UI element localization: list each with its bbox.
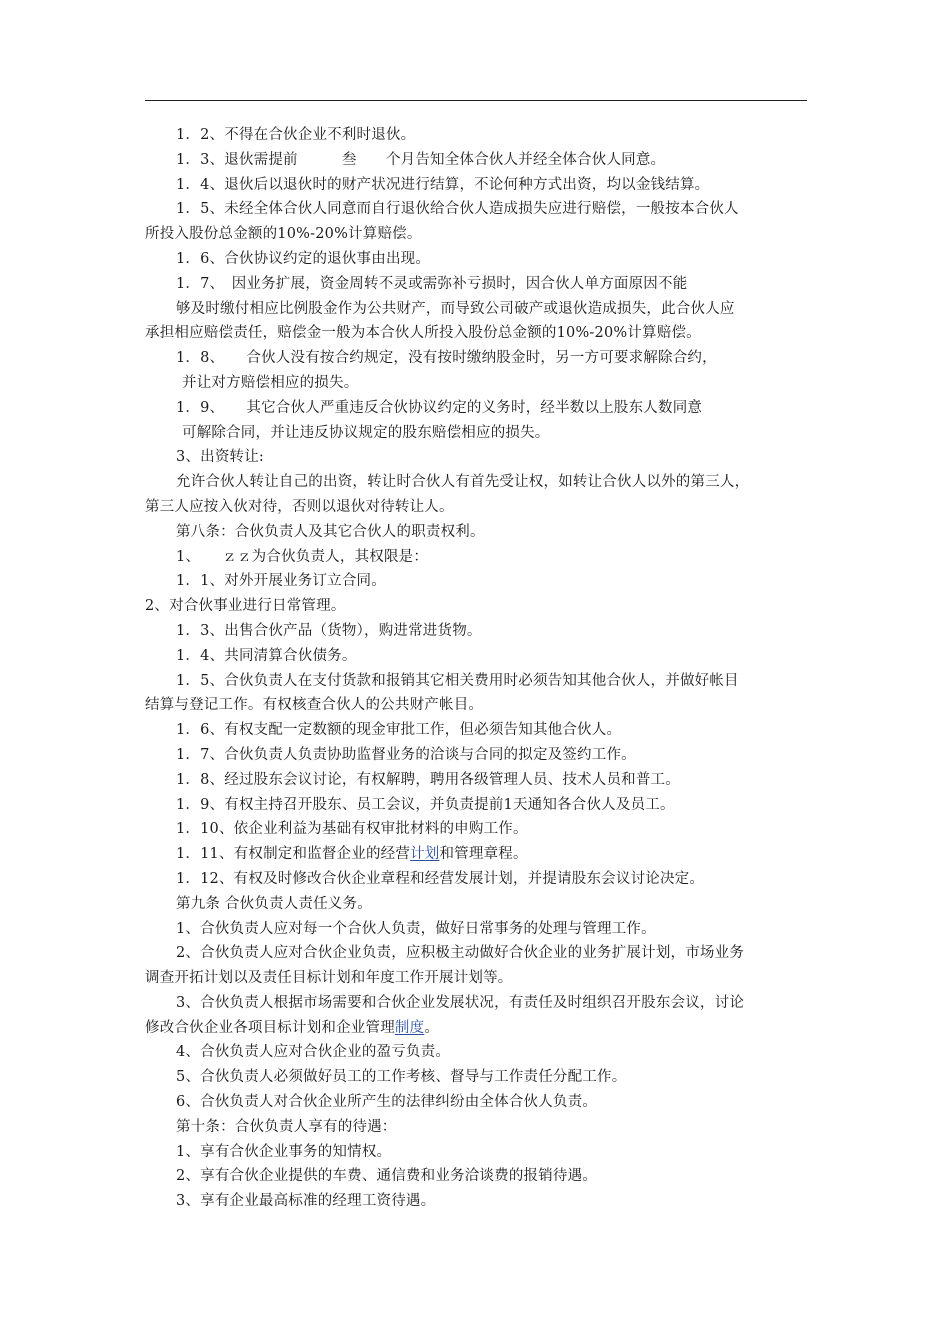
text-line: 1．8、 合伙人没有按合约规定，没有按时缴纳股金时，另一方可要求解除合约， bbox=[176, 350, 717, 367]
text-line: 第八条：合伙负责人及其它合伙人的职责权利。 bbox=[176, 523, 485, 540]
text-segment: 修改合伙企业各项目标计划和企业管理 bbox=[145, 1019, 395, 1036]
text-line: 1．5、合伙负责人在支付货款和报销其它相关费用时必须告知其他合伙人，并做好帐目 bbox=[176, 672, 739, 689]
text-line: 2、享有合伙企业提供的车费、通信费和业务洽谈费的报销待遇。 bbox=[176, 1168, 598, 1185]
text-line: 1．3、退伙需提前 叁 个月告知全体合伙人并经全体合伙人同意。 bbox=[176, 151, 666, 168]
text-line: 1．7、合伙负责人负责协助监督业务的洽谈与合同的拟定及签约工作。 bbox=[176, 746, 636, 763]
text-line: 1．4、共同清算合伙债务。 bbox=[176, 647, 357, 664]
text-line: 允许合伙人转让自己的出资，转让时合伙人有首先受让权，如转让合伙人以外的第三人， bbox=[176, 474, 750, 491]
text-line: 6、合伙负责人对合伙企业所产生的法律纠纷由全体合伙人负责。 bbox=[176, 1094, 598, 1111]
text-line: 第三人应按入伙对待，否则以退伙对待转让人。 bbox=[145, 498, 454, 515]
text-line: 2、合伙负责人应对合伙企业负责，应积极主动做好合伙企业的业务扩展计划，市场业务 bbox=[176, 945, 745, 962]
document-body bbox=[145, 123, 815, 1214]
text-line: 1、合伙负责人应对每一个合伙人负责，做好日常事务的处理与管理工作。 bbox=[176, 920, 656, 937]
text-line: 1．9、 其它合伙人严重违反合伙协议约定的义务时，经半数以上股东人数同意 bbox=[176, 399, 703, 416]
text-segment: 和管理章程。 bbox=[439, 846, 528, 863]
text-line: 2、对合伙事业进行日常管理。 bbox=[145, 598, 346, 615]
text-line: 1．2、不得在合伙企业不利时退伙。 bbox=[176, 127, 416, 143]
text-segment: 1．11、有权制定和监督企业的经营 bbox=[176, 846, 411, 863]
text-line: 1、享有合伙企业事务的知情权。 bbox=[176, 1143, 392, 1160]
text-line: 1．7、 因业务扩展，资金周转不灵或需弥补亏损时，因合伙人单方面原因不能 bbox=[176, 275, 688, 292]
text-line bbox=[145, 1016, 815, 1041]
text-segment: 。 bbox=[424, 1019, 440, 1036]
text-line: 5、合伙负责人必须做好员工的工作考核、督导与工作责任分配工作。 bbox=[176, 1069, 627, 1086]
text-line: 1．3、出售合伙产品（货物），购进常进货物。 bbox=[176, 622, 482, 639]
text-line: 可解除合同，并让违反协议规定的股东赔偿相应的损失。 bbox=[182, 424, 550, 441]
text-line: 1．10、依企业利益为基础有权审批材料的申购工作。 bbox=[176, 821, 528, 838]
text-line: 调查开拓计划以及责任目标计划和年度工作开展计划等。 bbox=[145, 970, 513, 987]
text-line: 3、享有企业最高标准的经理工资待遇。 bbox=[176, 1193, 436, 1210]
text-line: 承担相应赔偿责任，赔偿金一般为本合伙人所投入股份总金额的10%-20%计算赔偿。 bbox=[145, 325, 701, 342]
text-line: 并让对方赔偿相应的损失。 bbox=[182, 374, 359, 391]
inline-link[interactable]: 计划 bbox=[410, 846, 440, 863]
text-line: 1、 ｚｚ为合伙负责人，其权限是： bbox=[176, 548, 429, 565]
text-line: 3、出资转让: bbox=[176, 449, 265, 466]
inline-link[interactable]: 制度 bbox=[394, 1019, 425, 1036]
text-line: 第十条：合伙负责人享有的待遇： bbox=[176, 1118, 397, 1135]
text-line: 够及时缴付相应比例股金作为公共财产，而导致公司破产或退伙造成损失，此合伙人应 bbox=[176, 300, 735, 317]
text-line: 1．6、合伙协议约定的退伙事由出现。 bbox=[176, 250, 431, 267]
text-line: 4、合伙负责人应对合伙企业的盈亏负责。 bbox=[176, 1044, 451, 1061]
text-line: 第九条 合伙负责人责任义务。 bbox=[176, 895, 372, 912]
text-line: 3、合伙负责人根据市场需要和合伙企业发展状况，有责任及时组织召开股东会议，讨论 bbox=[176, 994, 745, 1011]
text-line: 1．5、未经全体合伙人同意而自行退伙给合伙人造成损失应进行赔偿，一般按本合伙人 bbox=[176, 201, 739, 218]
header-rule bbox=[145, 100, 807, 101]
text-line bbox=[145, 842, 815, 867]
text-line: 1．1、对外开展业务订立合同。 bbox=[176, 573, 386, 590]
text-line: 1．6、有权支配一定数额的现金审批工作，但必须告知其他合伙人。 bbox=[176, 722, 622, 739]
text-line: 1．8、经过股东会议讨论，有权解聘，聘用各级管理人员、技术人员和普工。 bbox=[176, 771, 680, 788]
text-line: 所投入股份总金额的10%-20%计算赔偿。 bbox=[145, 226, 422, 243]
text-line: 1．9、有权主持召开股东、员工会议，并负责提前1天通知各合伙人及员工。 bbox=[176, 796, 675, 813]
text-line: 1．4、退伙后以退伙时的财产状况进行结算，不论何种方式出资，均以金钱结算。 bbox=[176, 176, 710, 193]
text-line: 结算与登记工作。有权核查合伙人的公共财产帐目。 bbox=[145, 697, 484, 714]
text-line: 1．12、有权及时修改合伙企业章程和经营发展计划，并提请股东会议讨论决定。 bbox=[176, 870, 705, 887]
